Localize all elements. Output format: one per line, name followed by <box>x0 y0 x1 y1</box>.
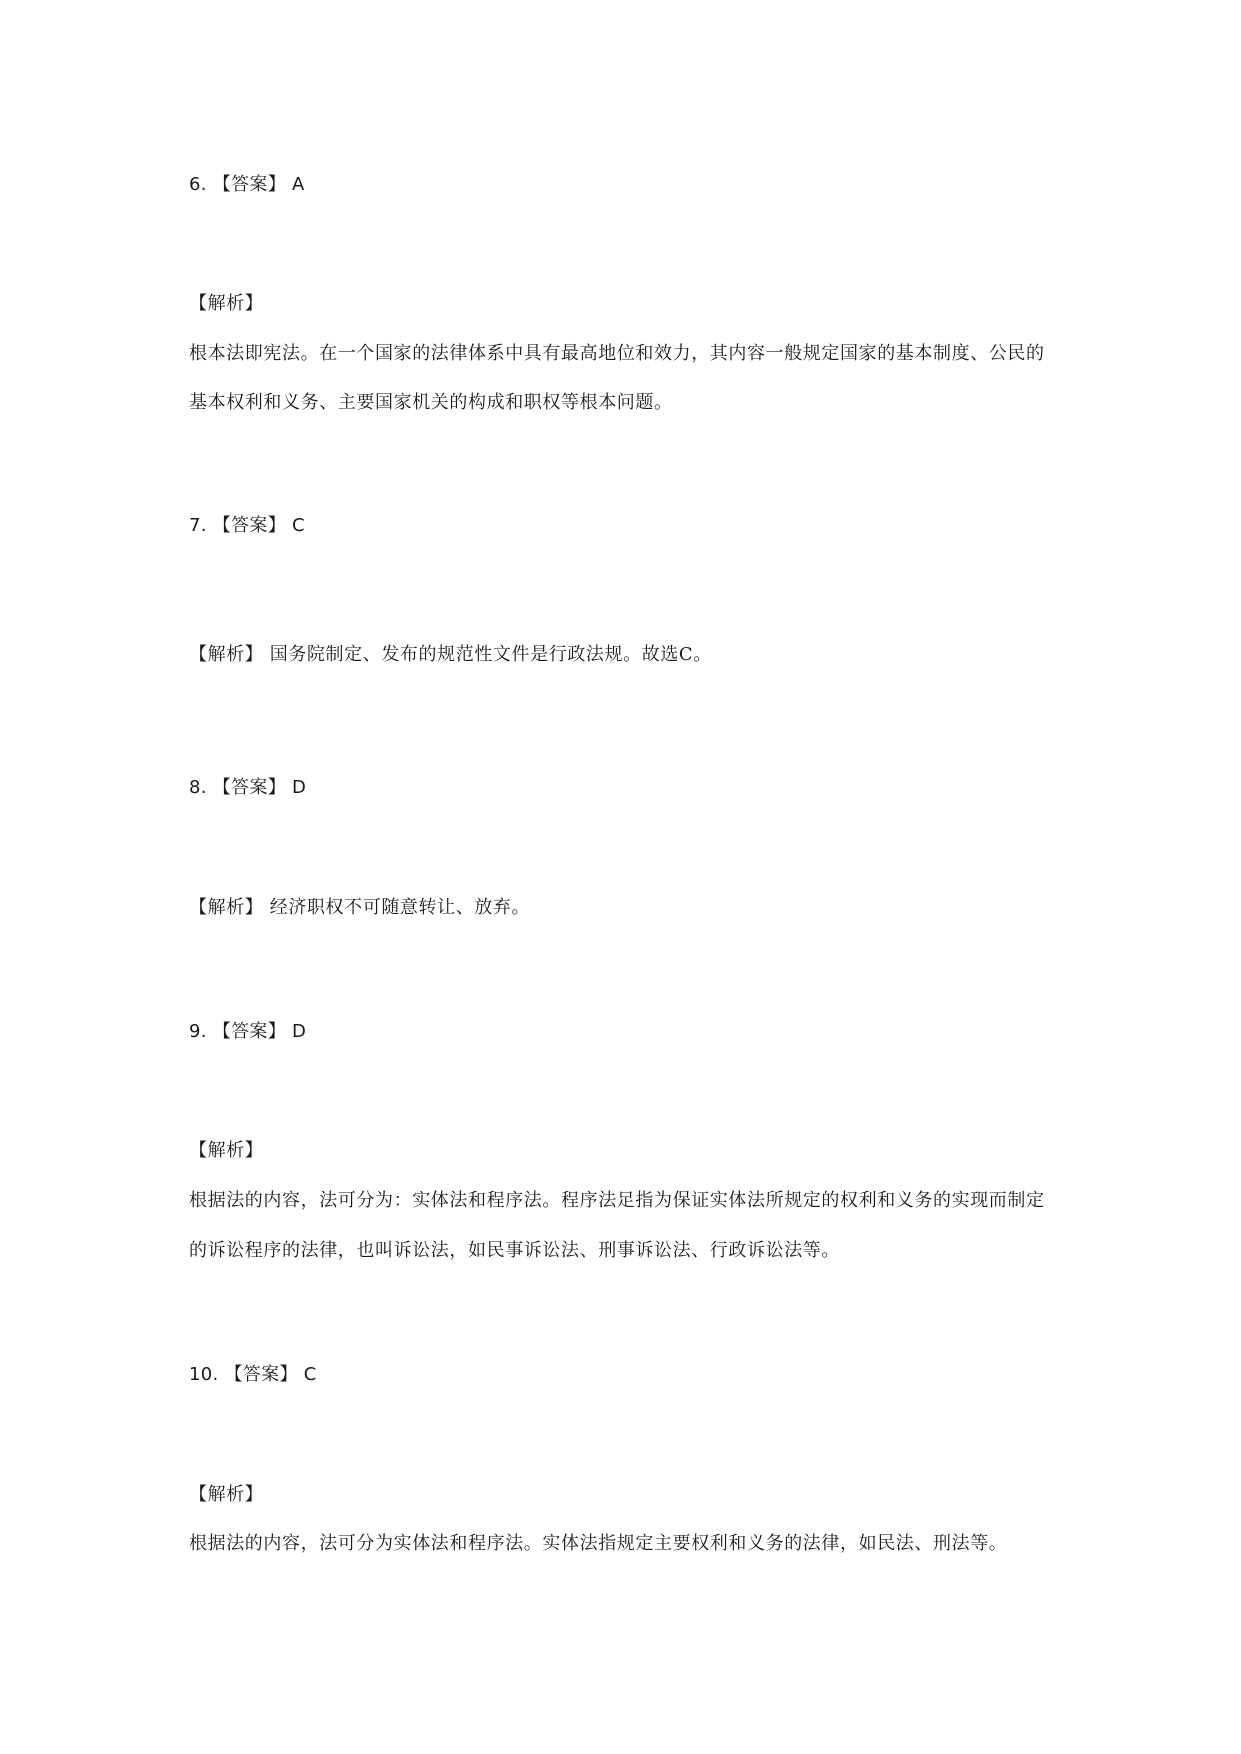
analysis-6-line-1: 根本法即宪法。在一个国家的法律体系中具有最高地位和效力，其内容一般规定国家的基本制度、公民的 <box>189 343 1045 364</box>
answer-9: 9. 【答案】 D <box>189 1021 307 1042</box>
analysis-7: 【解析】 国务院制定、发布的规范性文件是行政法规。故选C。 <box>189 644 712 665</box>
analysis-8: 【解析】 经济职权不可随意转让、放弃。 <box>189 897 531 918</box>
answer-10: 10. 【答案】 C <box>189 1364 317 1385</box>
analysis-6-line-2: 基本权利和义务、主要国家机关的构成和职权等根本问题。 <box>189 392 673 413</box>
analysis-heading-9: 【解析】 <box>189 1140 264 1161</box>
answer-6: 6. 【答案】 A <box>189 174 305 195</box>
answer-8: 8. 【答案】 D <box>189 777 307 798</box>
analysis-heading-6: 【解析】 <box>189 293 264 314</box>
answer-7: 7. 【答案】 C <box>189 515 305 536</box>
analysis-heading-10: 【解析】 <box>189 1484 264 1505</box>
analysis-9-line-1: 根据法的内容，法可分为：实体法和程序法。程序法足指为保证实体法所规定的权利和义务的实现而制定 <box>189 1190 1045 1211</box>
analysis-10-line-1: 根据法的内容，法可分为实体法和程序法。实体法指规定主要权利和义务的法律，如民法、刑法等。 <box>189 1533 1008 1554</box>
analysis-9-line-2: 的诉讼程序的法律，也叫诉讼法，如民事诉讼法、刑事诉讼法、行政诉讼法等。 <box>189 1240 840 1261</box>
